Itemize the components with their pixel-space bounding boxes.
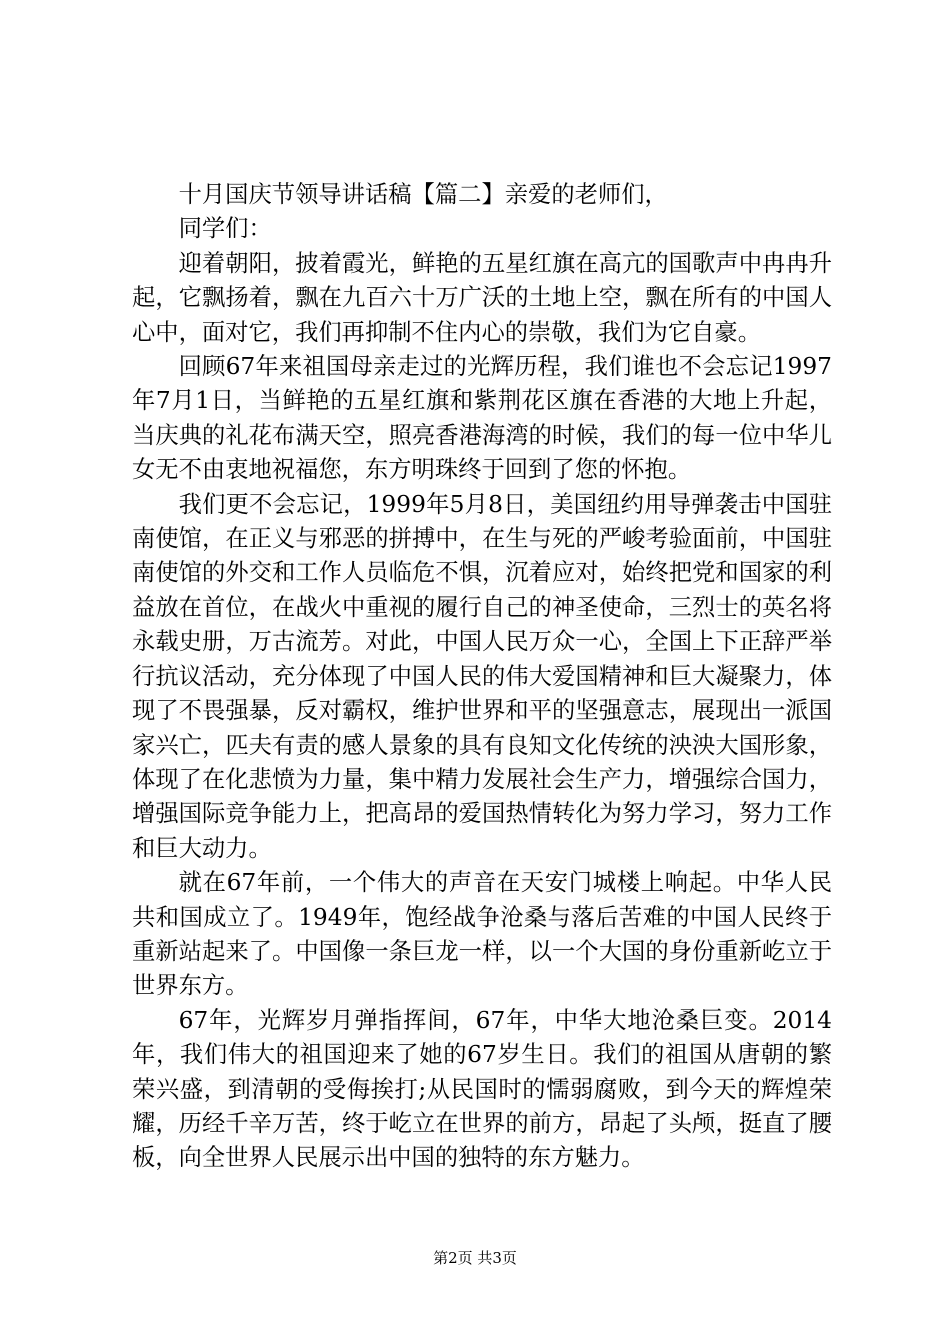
paragraph: 67年，光辉岁月弹指挥间，67年，中华大地沧桑巨变。2014年，我们伟大的祖国迎来了她的67岁生日。我们的祖国从唐朝的繁荣兴盛，到清朝的受侮挨打;从民国时的懦弱腐败，到今天的辉煌荣耀，历经千辛万苦，终于屹立在世界的前方，昂起了头颅，挺直了腰板，向全世界人民展示出中国的独特的东方魅力。 <box>132 1006 832 1172</box>
document-body <box>132 178 832 1176</box>
paragraph: 我们更不会忘记，1999年5月8日，美国纽约用导弹袭击中国驻南使馆，在正义与邪恶的拼搏中，在生与死的严峻考验面前，中国驻南使馆的外交和工作人员临危不惧，沉着应对，始终把党和国家的利益放在首位，在战火中重视的履行自己的神圣使命，三烈士的英名将永载史册，万古流芳。对此，中国人民万众一心，全国上下正辞严举行抗议活动，充分体现了中国人民的伟大爱国精神和巨大凝聚力，体现了不畏强暴，反对霸权，维护世界和平的坚强意志，展现出一派国家兴亡，匹夫有责的感人景象的具有良知文化传统的泱泱大国形象，体现了在化悲愤为力量，集中精力发展社会生产力，增强综合国力，增强国际竞争能力上，把高昂的爱国热情转化为努力学习，努力工作和巨大动力。 <box>132 490 832 862</box>
page-footer <box>0 1248 950 1268</box>
paragraph-title: 十月国庆节领导讲话稿【篇二】亲爱的老师们， <box>178 181 668 208</box>
paragraph: 回顾67年来祖国母亲走过的光辉历程，我们谁也不会忘记1997年7月1日，当鲜艳的五星红旗和紫荆花区旗在香港的大地上升起，当庆典的礼花布满天空，照亮香港海湾的时候，我们的每一位中华儿女无不由衷地祝福您，东方明珠终于回到了您的怀抱。 <box>132 353 832 484</box>
paragraph-greeting: 同学们： <box>178 215 272 243</box>
page-number: 第2页 共3页 <box>433 1249 517 1267</box>
paragraph: 迎着朝阳，披着霞光，鲜艳的五星红旗在高亢的国歌声中冉冉升起，它飘扬着，飘在九百六十万广沃的土地上空，飘在所有的中国人心中，面对它，我们再抑制不住内心的崇敬，我们为它自豪。 <box>132 249 832 346</box>
paragraph: 就在67年前，一个伟大的声音在天安门城楼上响起。中华人民共和国成立了。1949年，饱经战争沧桑与落后苦难的中国人民终于重新站起来了。中国像一条巨龙一样，以一个大国的身份重新屹立于世界东方。 <box>132 869 832 1000</box>
